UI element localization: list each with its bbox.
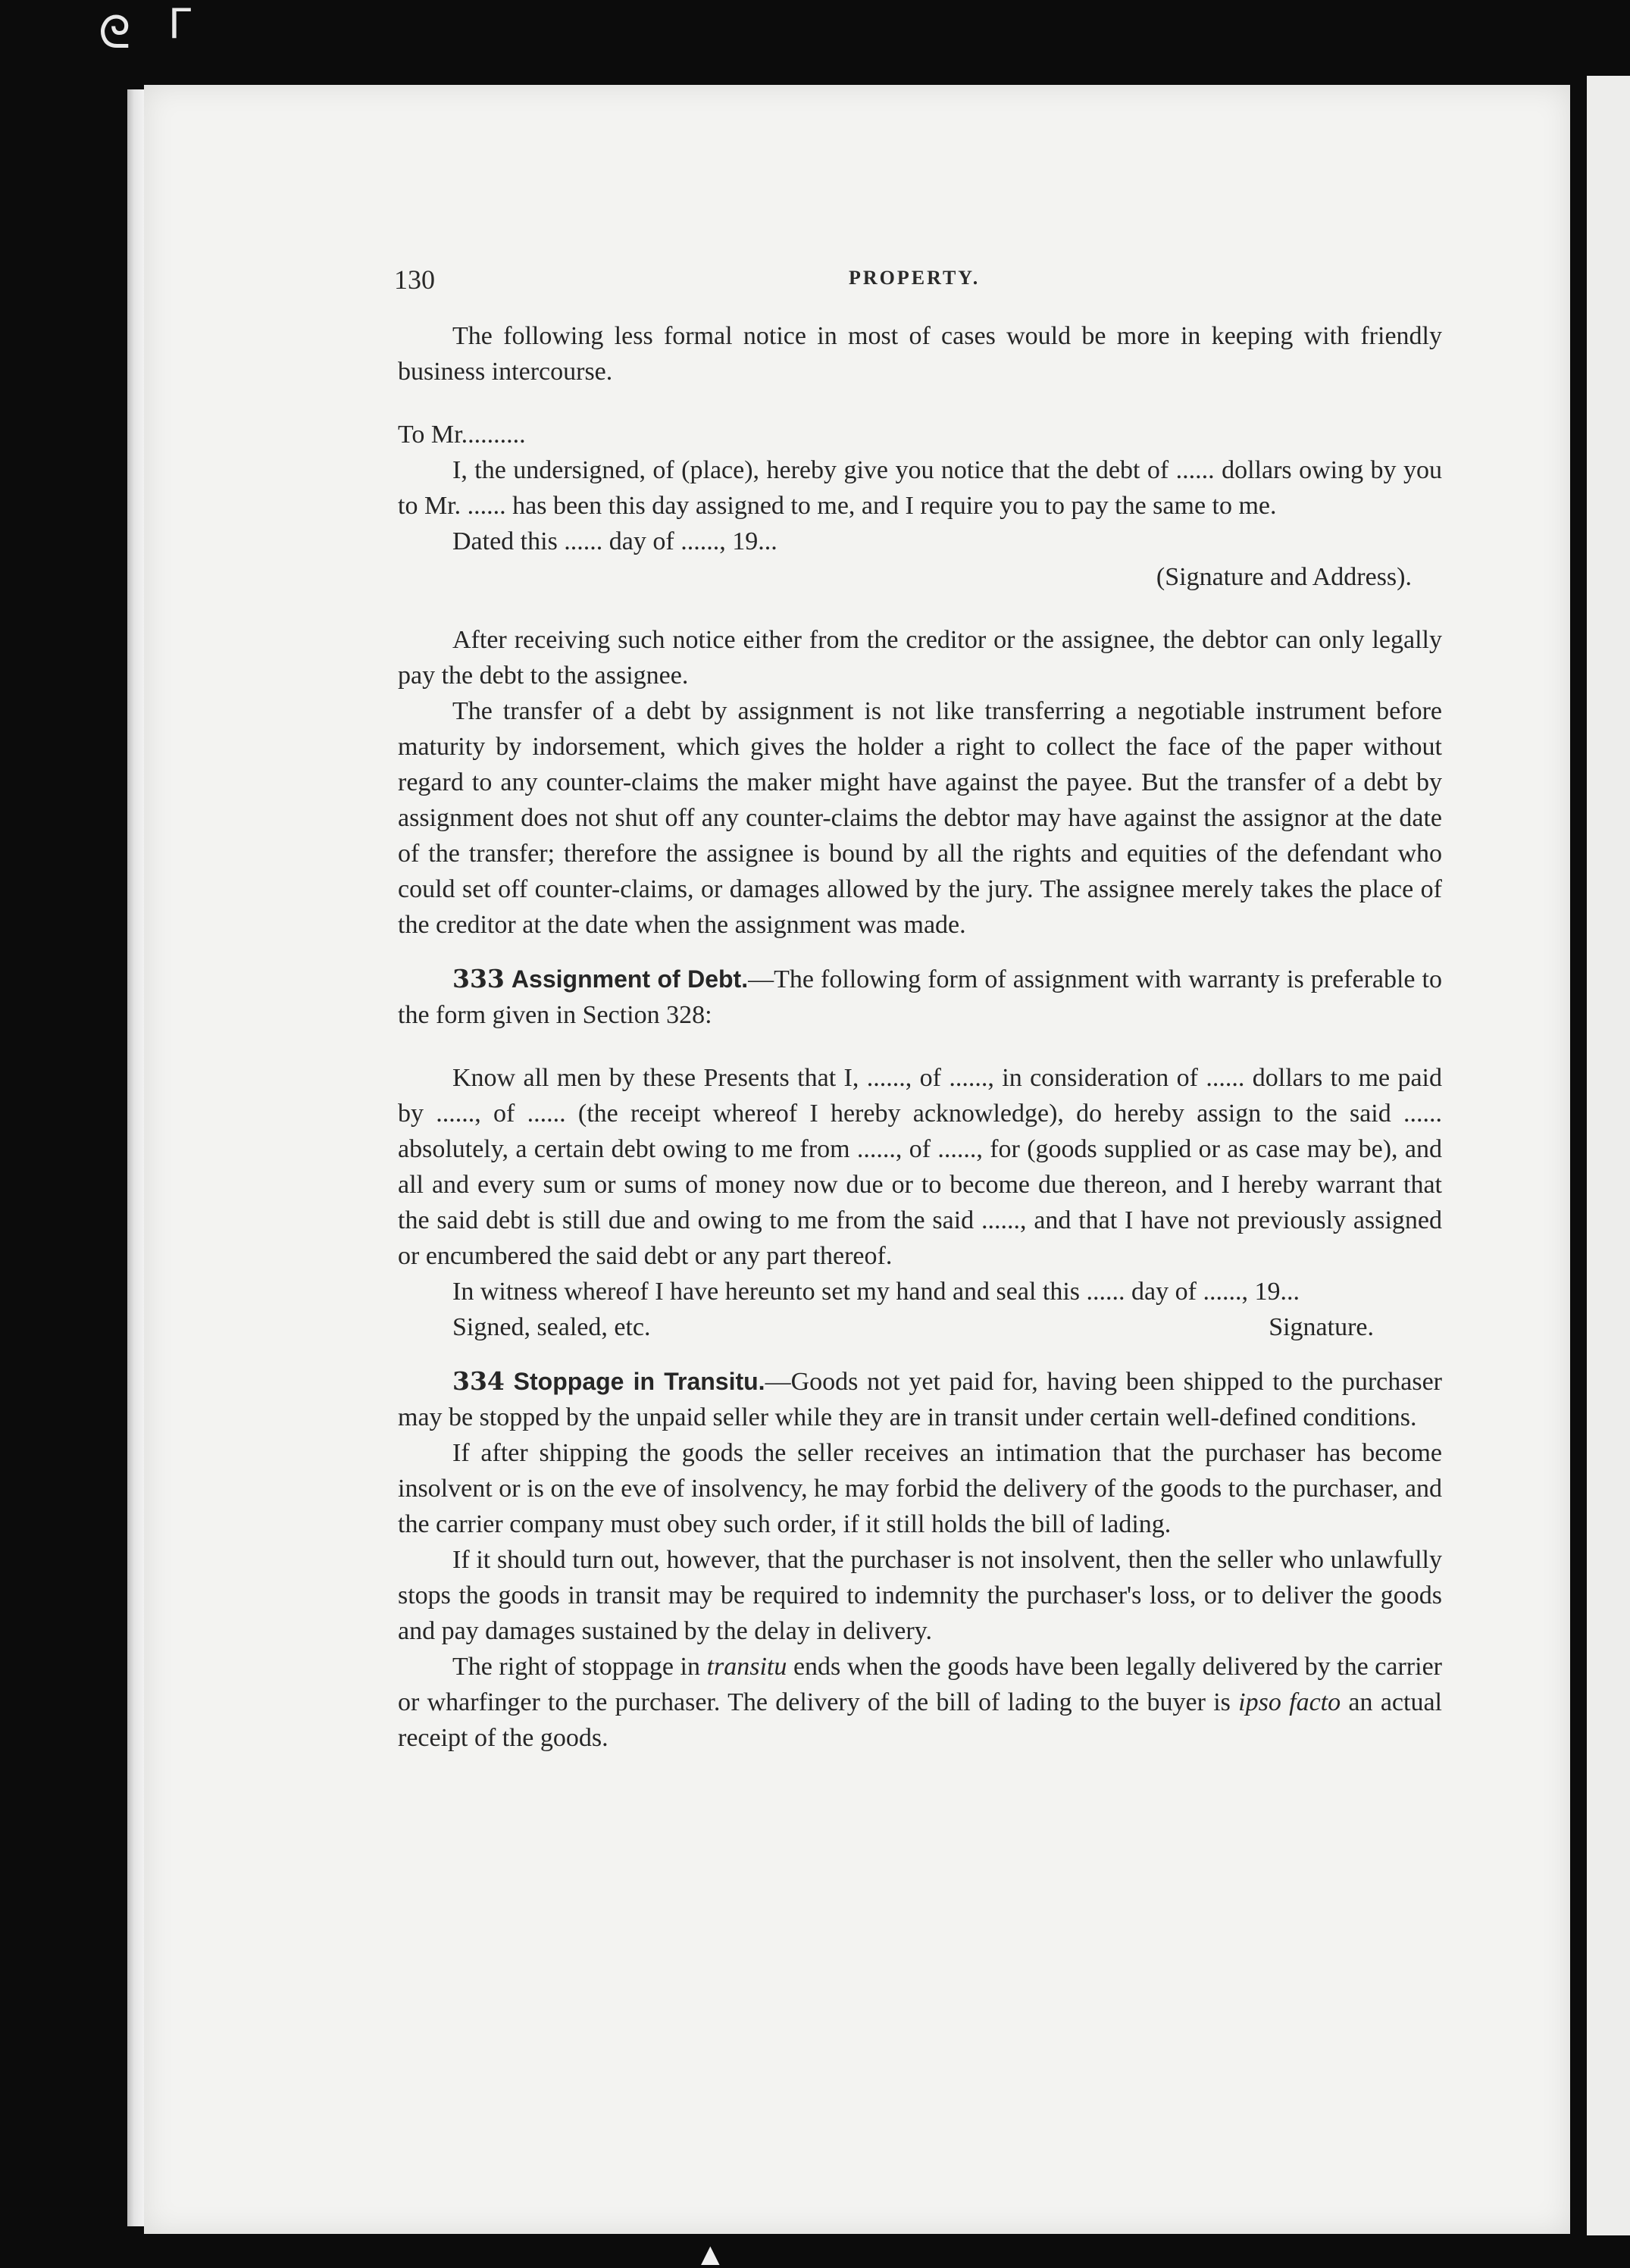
section-334-number: 334	[452, 1366, 505, 1396]
scan-mark-bottom: ▲	[701, 2239, 720, 2268]
scan-mark-top-left-2: ᒥ	[168, 0, 192, 48]
page-number: 130	[394, 264, 435, 295]
paragraph-insolvent: If after shipping the goods the seller receives an intimation that the purchaser has become insolvent or is on the eve of insolvency, he may forbid the delivery of the goods to the purchaser, and the carrier company must obey such order, if it still holds the bill of lading.	[398, 1439, 1442, 1538]
running-head: PROPERTY.	[849, 267, 981, 289]
scan-page-edge	[127, 89, 144, 2226]
intro-paragraph: The following less formal notice in most of cases would be more in keeping with friendly business intercourse.	[398, 322, 1442, 386]
right-text-italic-transitu: transitu	[706, 1653, 787, 1681]
page-body	[398, 318, 1442, 1756]
paragraph-not-insolvent: If it should turn out, however, that the purchaser is not insolvent, then the seller who unlawfully stops the goods in transit may be required to indemnity the purchaser's loss, or to deliver the goods and pay damages sustained by the delay in delivery.	[398, 1546, 1442, 1645]
section-334-title: Stoppage in Transitu.	[513, 1368, 765, 1395]
section-334	[398, 1363, 1442, 1435]
paragraph-after-notice: After receiving such notice either from the creditor or the assignee, the debtor can only legally pay the debt to the assignee.	[398, 626, 1442, 690]
scan-mark-top-left: ᘓ	[99, 6, 131, 59]
notice-body: I, the undersigned, of (place), hereby give you notice that the debt of ...... dollars owing by you to Mr. ...... has been this day assigned to me, and I require you to pay the same to me.	[398, 456, 1442, 520]
section-334-text: —Goods not yet paid for, having been shipped to the purchaser may be stopped by the unpaid seller while they are in transit under certain well-defined conditions.	[398, 1368, 1443, 1431]
right-text-post: an actual receipt of the goods.	[398, 1688, 1442, 1752]
page-header	[394, 264, 1372, 302]
assignment-form-signature: Signature.	[1269, 1313, 1374, 1341]
section-333-text: —The following form of assignment with warranty is preferable to the form given in Section 328:	[398, 965, 1442, 1029]
assignment-form-witness: In witness whereof I have hereunto set my hand and seal this ...... day of ......, 19...	[452, 1278, 1300, 1306]
right-text-mid: ends when the goods have been legally delivered by the carrier or wharfinger to the purchaser. The delivery of the bill of lading to the buyer is	[398, 1653, 1442, 1716]
section-333-title: Assignment of Debt.	[511, 965, 749, 993]
facing-page-edge	[1587, 76, 1630, 2235]
notice-signature: (Signature and Address).	[1156, 563, 1412, 591]
notice-dated: Dated this ...... day of ......, 19...	[452, 527, 777, 555]
assignment-form-signature-line	[398, 1309, 1442, 1345]
assignment-form-body: Know all men by these Presents that I, ......, of ......, in consideration of ...... dollars to me paid by ......, of ...... (the receipt whereof I hereby acknowledge), do hereby assign to the said ...... absolutely, a certain debt owing to me from ......, of ......, for (goods supplied or as case may be), and all and every sum or sums of money now due or to become due thereon, and I hereby warrant that the said debt is still due and owing to me from the said ......, and that I have not previously assigned or encumbered the said debt or any part thereof.	[398, 1064, 1442, 1270]
section-333	[398, 961, 1442, 1033]
section-333-number: 333	[452, 964, 505, 993]
notice-to: To Mr..........	[398, 421, 526, 449]
right-text-pre: The right of stoppage in	[452, 1653, 707, 1681]
right-text-italic-ipso-facto: ipso facto	[1238, 1688, 1341, 1716]
paragraph-transfer: The transfer of a debt by assignment is not like transferring a negotiable instrument before maturity by indorsement, which gives the holder a right to collect the face of the paper without regard to any counter-claims the maker might have against the payee. But the transfer of a debt by assignment does not shut off any counter-claims the debtor may have against the assignor at the date of the transfer; therefore the assignee is bound by all the rights and equities of the defendant who could set off counter-claims, or damages allowed by the jury. The assignee merely takes the place of the creditor at the date when the assignment was made.	[398, 697, 1442, 939]
assignment-form-signed: Signed, sealed, etc.	[452, 1313, 651, 1341]
paragraph-right-of-stoppage	[398, 1649, 1442, 1756]
